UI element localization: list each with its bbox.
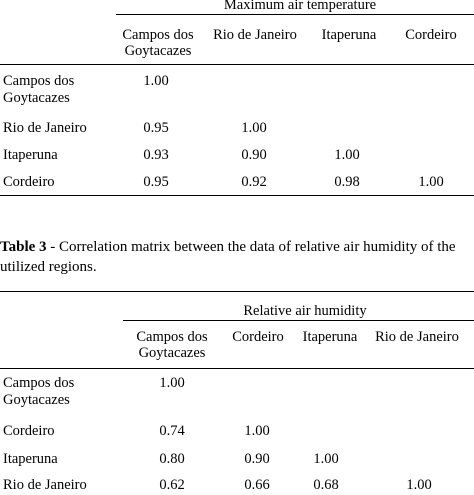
table-label: Table 3 (0, 239, 47, 255)
table-top-rule (0, 291, 474, 292)
table-bottom-rule (0, 195, 474, 196)
table-caption (0, 237, 474, 277)
table-cell: 1.00 (143, 73, 169, 89)
caption-text: - Correlation matrix between the data of relative air humidity of the utilized regions. (0, 239, 456, 275)
table-cell: 1.00 (334, 147, 360, 163)
column-header-rio: Rio de Janeiro (213, 27, 297, 43)
table-cell: 0.66 (244, 477, 270, 493)
table-cell: 0.90 (241, 147, 267, 163)
table-cell: 0.95 (143, 120, 169, 136)
header-bottom-rule (0, 368, 474, 369)
column-header-rio: Rio de Janeiro (375, 329, 459, 345)
table-cell: 0.93 (143, 147, 169, 163)
table-cell: 0.74 (159, 423, 185, 439)
table-cell: 0.98 (334, 174, 360, 190)
table-cell: 1.00 (418, 174, 444, 190)
row-label-rio: Rio de Janeiro (3, 120, 87, 136)
table-cell: 0.80 (159, 451, 185, 467)
column-header-campos: Campos dos Goytacazes (136, 329, 208, 361)
table-cell: 1.00 (313, 451, 339, 467)
table-cell: 1.00 (241, 120, 267, 136)
group-header-humidity: Relative air humidity (243, 303, 367, 319)
table-cell: 0.62 (159, 477, 185, 493)
row-label-campos: Campos dos Goytacazes (3, 73, 75, 106)
row-label-rio: Rio de Janeiro (3, 477, 87, 493)
row-label-cordeiro: Cordeiro (3, 174, 55, 190)
table-cell: 0.90 (244, 451, 270, 467)
table-cell: 1.00 (159, 375, 185, 391)
table-cell: 0.92 (241, 174, 267, 190)
row-label-cordeiro: Cordeiro (3, 423, 55, 439)
group-header-max-temp: Maximum air temperature (223, 0, 377, 13)
row-label-campos: Campos dos Goytacazes (3, 375, 75, 408)
group-header-rule (123, 320, 474, 321)
column-header-itaperuna: Itaperuna (321, 27, 377, 43)
row-label-itaperuna: Itaperuna (3, 147, 58, 163)
row-label-itaperuna: Itaperuna (3, 451, 58, 467)
table-cell: 1.00 (406, 477, 432, 493)
table-cell: 0.68 (313, 477, 339, 493)
column-header-cordeiro: Cordeiro (405, 27, 457, 43)
column-header-cordeiro: Cordeiro (232, 329, 284, 345)
column-header-campos: Campos dos Goytacazes (122, 27, 194, 59)
table-cell: 1.00 (244, 423, 270, 439)
table-cell: 0.95 (143, 174, 169, 190)
column-header-itaperuna: Itaperuna (302, 329, 358, 345)
group-header-rule (116, 14, 474, 15)
header-bottom-rule (0, 64, 474, 65)
